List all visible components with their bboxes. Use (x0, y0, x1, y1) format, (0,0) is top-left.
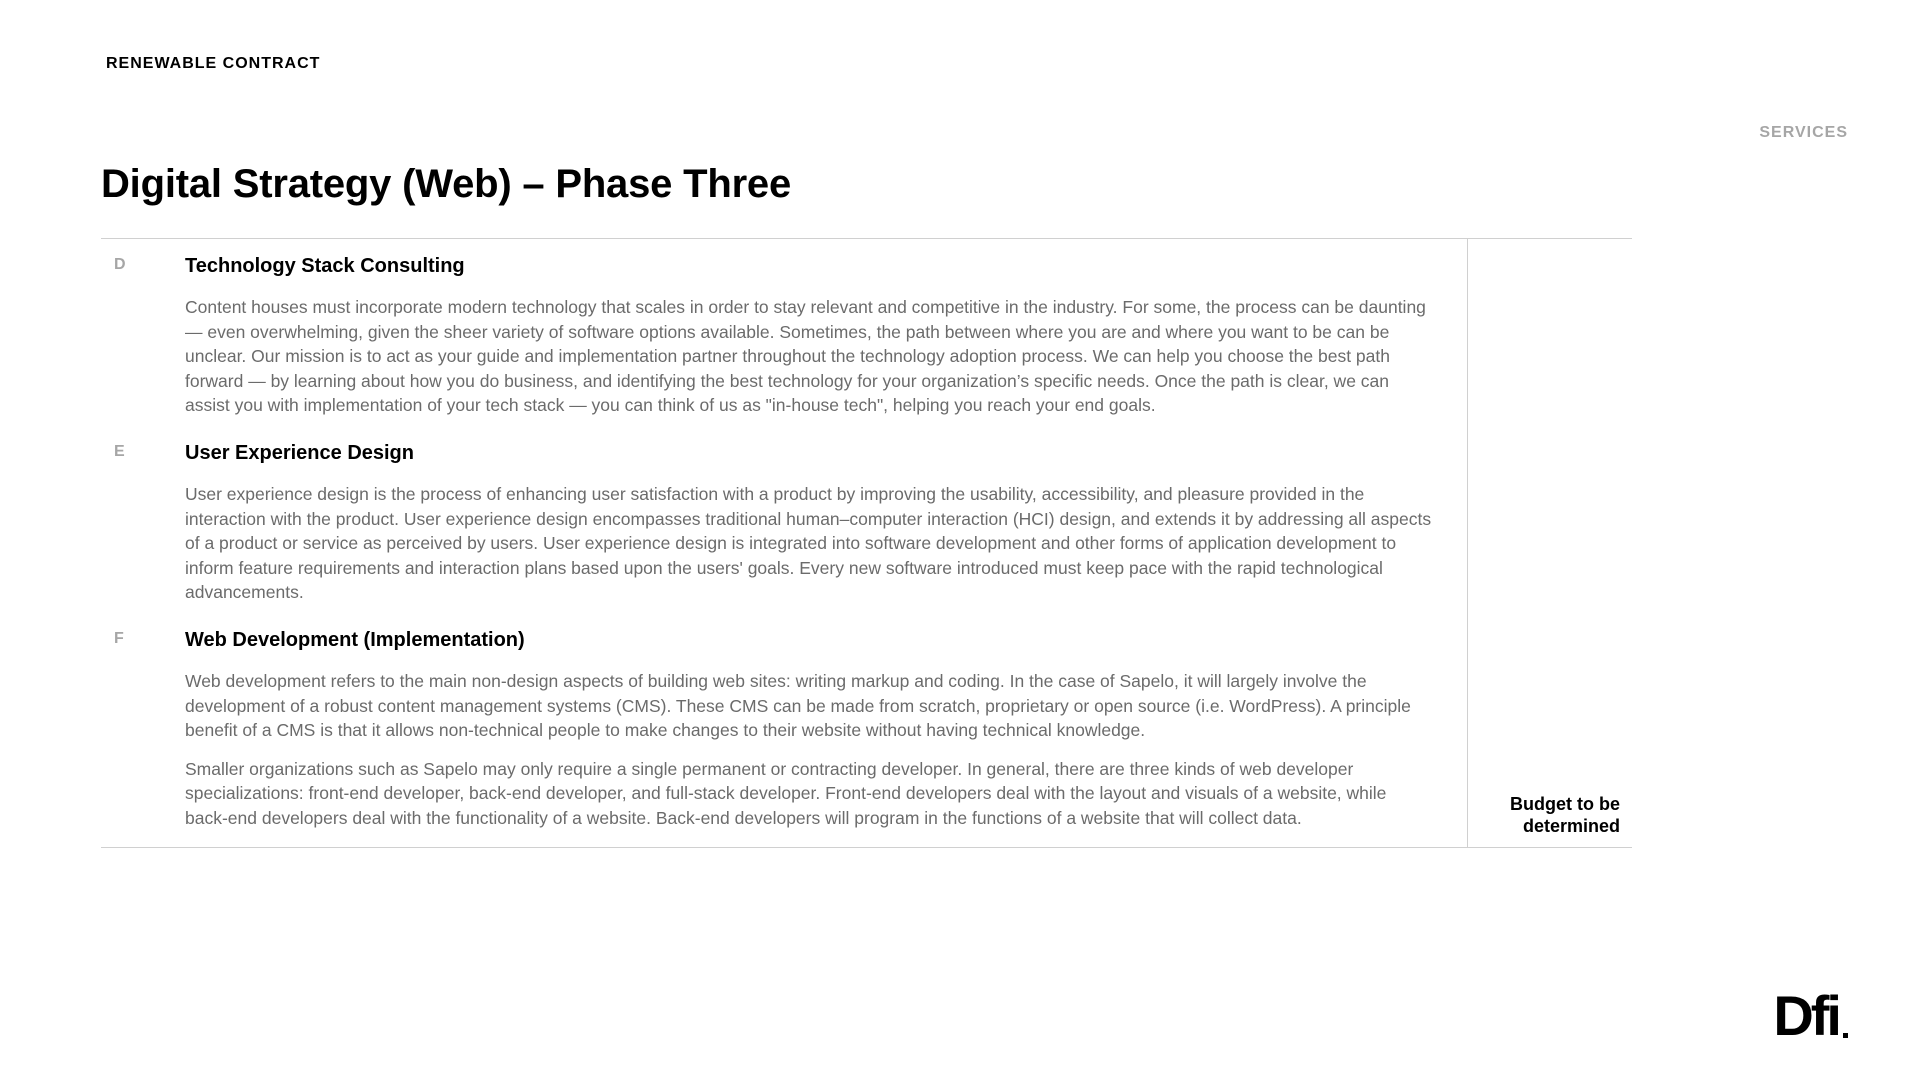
service-body (185, 627, 1467, 831)
service-title: Web Development (Implementation) (185, 628, 525, 651)
service-letter: D (114, 256, 126, 273)
services-table (101, 238, 1632, 848)
service-item-web-development (101, 627, 1467, 831)
service-description: User experience design is the process of enhancing user satisfaction with a product by improving the usability, accessibility, and pleasure provided in the interaction with the product. User experience design encompasses traditional human–computer interaction (HCI) design, and extends it by addressing all aspects of a product or service as perceived by users. User experience design is integrated into software development and other forms of application development to inform feature requirements and interaction plans based upon the users' goals. Every new software introduced must keep pace with the rapid technological advancements. (185, 483, 1432, 603)
service-description: Content houses must incorporate modern technology that scales in order to stay relevant and competitive in the industry. For some, the process can be daunting — even overwhelming, given the sheer variety of software options available. Sometimes, the path between where you are and where you want to be can be unclear. Our mission is to act as your guide and implementation partner throughout the technology adoption process. We can help you choose the best path forward — by learning about how you do business, and identifying the best technology for your organization’s specific needs. Once the path is clear, we can assist you with implementation of your tech stack — you can think of us as "in-house tech", helping you reach your end goals. (185, 297, 1426, 416)
service-description: Web development refers to the main non-design aspects of building web sites: writing markup and coding. In the case of Sapelo, it will largely involve the development of a robust content management systems (CMS). These CMS can be made from scratch, proprietary or open source (i.e. WordPress). A principle benefit of a CMS is that it allows non-technical people to make changes to their website without having technical knowledge. (185, 670, 1411, 741)
service-description: Smaller organizations such as Sapelo may only require a single permanent or contracting developer. In general, there are three kinds of web developer specializations: front-end developer, back-end developer, and full-stack developer. Front-end developers deal with the layout and visuals of a website, while back-end developers deal with the functionality of a website. Back-end developers will program in the functions of a website that will collect data. (185, 758, 1387, 828)
budget-column (1468, 239, 1632, 847)
service-title: User Experience Design (185, 441, 414, 464)
service-letter: F (114, 629, 124, 647)
company-logo (1773, 984, 1848, 1047)
service-body (185, 253, 1467, 418)
service-item-technology-stack-consulting (101, 253, 1467, 418)
service-item-user-experience-design (101, 440, 1467, 605)
budget-note: Budget to be determined (1510, 793, 1620, 836)
service-letter: E (114, 442, 125, 460)
service-body (185, 440, 1467, 605)
document-label: RENEWABLE CONTRACT (106, 55, 321, 72)
service-title: Technology Stack Consulting (185, 255, 465, 277)
logo-text: Dfi (1773, 984, 1839, 1047)
section-label: SERVICES (1759, 124, 1848, 141)
period-dot-icon (1843, 1033, 1848, 1038)
page-title: Digital Strategy (Web) – Phase Three (101, 162, 792, 206)
services-list (101, 239, 1468, 847)
